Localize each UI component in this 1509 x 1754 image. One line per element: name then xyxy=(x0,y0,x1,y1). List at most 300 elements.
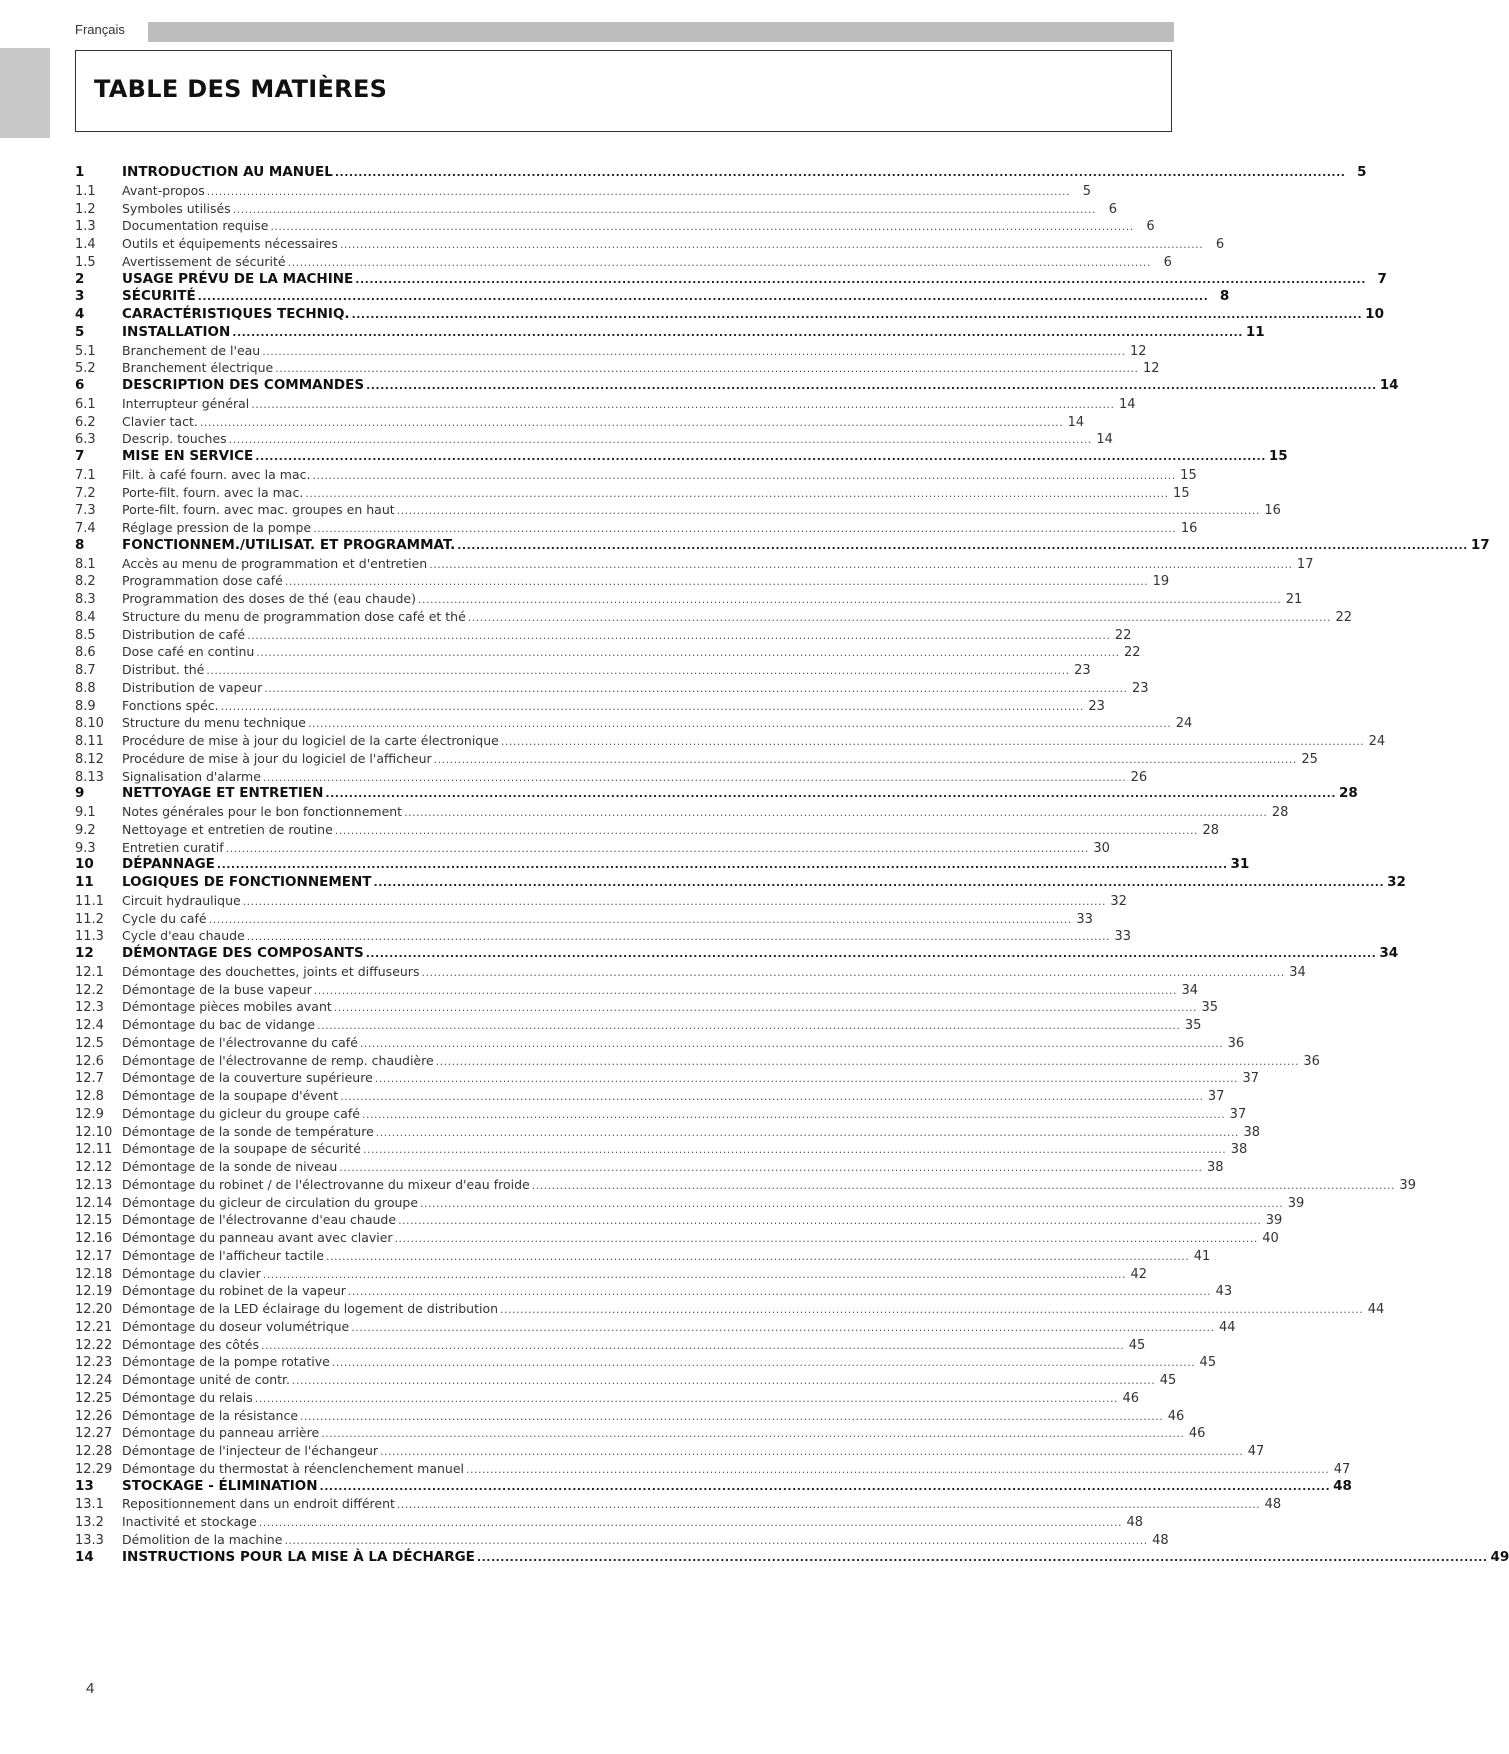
toc-leader-dots xyxy=(420,1195,1283,1213)
toc-entry-page: 34 xyxy=(1379,945,1399,961)
toc-entry-number: 12.24 xyxy=(75,1373,113,1388)
toc-entry-number: 12.23 xyxy=(75,1355,113,1371)
toc-entry-page: 49 xyxy=(1490,1548,1509,1565)
toc-entry-title: Avertissement de sécurité xyxy=(122,253,286,269)
toc-leader-dots xyxy=(363,1141,1226,1159)
toc-entry-title: LOGIQUES DE FONCTIONNEMENT xyxy=(122,874,372,890)
toc-section-entry xyxy=(75,1247,1211,1265)
toc-section-entry xyxy=(75,1229,1279,1247)
toc-section-entry xyxy=(75,555,1314,573)
toc-section-entry xyxy=(75,1531,1169,1549)
toc-entry-number: 7.4 xyxy=(75,521,96,536)
toc-entry-title: USAGE PRÉVU DE LA MACHINE xyxy=(122,270,354,287)
toc-leader-dots xyxy=(247,928,1110,946)
toc-entry-title: Nettoyage et entretien de routine xyxy=(122,821,333,837)
toc-leader-dots xyxy=(292,1372,1155,1390)
toc-section-entry xyxy=(75,803,1289,821)
toc-leader-dots xyxy=(326,1248,1189,1266)
toc-entry-title: Démontage de l'électrovanne d'eau chaude xyxy=(122,1212,397,1228)
toc-section-entry xyxy=(75,1176,1416,1194)
toc-section-entry xyxy=(75,413,1085,431)
toc-leader-dots xyxy=(226,840,1089,858)
toc-entry-title: Démontage du relais xyxy=(122,1389,253,1405)
toc-entry-page: 48 xyxy=(1264,1497,1282,1513)
toc-entry-title: STOCKAGE - ÉLIMINATION xyxy=(122,1477,318,1494)
toc-entry-page: 15 xyxy=(1268,448,1288,464)
toc-section-entry xyxy=(75,1087,1225,1105)
toc-section-entry xyxy=(75,1513,1144,1531)
toc-entry-title: Démontage de l'afficheur tactile xyxy=(122,1247,324,1263)
toc-entry-page: 44 xyxy=(1218,1319,1236,1335)
toc-entry-page: 23 xyxy=(1088,698,1105,714)
toc-entry-number: 5.2 xyxy=(75,361,96,377)
toc-section-entry xyxy=(75,1140,1248,1158)
toc-section-entry xyxy=(75,182,1092,200)
toc-section-entry xyxy=(75,963,1306,981)
toc-entry-number: 12.6 xyxy=(75,1053,104,1069)
toc-section-entry xyxy=(75,1495,1282,1513)
toc-entry-page: 14 xyxy=(1096,432,1113,448)
toc-entry-title: Documentation requise xyxy=(122,218,269,234)
toc-leader-dots xyxy=(288,254,1151,272)
toc-entry-title: INTRODUCTION AU MANUEL xyxy=(122,164,333,180)
toc-entry-title: Démontage de la résistance xyxy=(122,1407,299,1423)
toc-entry-number: 12.27 xyxy=(75,1426,113,1442)
toc-leader-dots xyxy=(421,964,1284,982)
toc-entry-number: 10 xyxy=(75,856,94,873)
toc-entry-page: 6 xyxy=(1108,201,1117,217)
toc-section-entry xyxy=(75,1158,1224,1176)
toc-entry-page: 32 xyxy=(1110,893,1127,909)
toc-entry-page: 45 xyxy=(1128,1337,1146,1353)
side-tab-marker xyxy=(0,48,50,138)
toc-entry-page: 39 xyxy=(1265,1213,1283,1229)
toc-leader-dots xyxy=(308,715,1171,733)
toc-entry-title: Structure du menu technique xyxy=(122,715,306,731)
toc-entry-title: Avant-propos xyxy=(122,182,205,198)
toc-entry-number: 2 xyxy=(75,270,85,287)
header-bar xyxy=(148,22,1174,42)
toc-entry-number: 12.2 xyxy=(75,982,104,998)
toc-entry-title: Porte-filt. fourn. avec mac. groupes en haut xyxy=(122,502,395,518)
toc-entry-title: Démontage du bac de vidange xyxy=(122,1017,316,1032)
toc-entry-title: Procédure de mise à jour du logiciel de la carte électronique xyxy=(122,733,499,748)
toc-leader-dots xyxy=(355,271,1366,289)
toc-leader-dots xyxy=(305,485,1168,503)
toc-entry-page: 46 xyxy=(1188,1426,1206,1442)
toc-entry-title: DÉMONTAGE DES COMPOSANTS xyxy=(122,945,364,961)
toc-section-entry xyxy=(75,1407,1185,1425)
toc-entry-page: 6 xyxy=(1146,219,1155,235)
toc-section-entry xyxy=(75,1318,1236,1336)
toc-entry-page: 26 xyxy=(1130,769,1148,785)
toc-section-entry xyxy=(75,626,1132,644)
toc-entry-page: 35 xyxy=(1201,1000,1219,1016)
toc-leader-dots xyxy=(243,893,1106,911)
toc-entry-title: Procédure de mise à jour du logiciel de l'afficheur xyxy=(122,750,432,766)
toc-entry-page: 12 xyxy=(1142,361,1160,377)
toc-chapter-entry xyxy=(75,306,1384,324)
toc-entry-page: 19 xyxy=(1152,574,1170,590)
toc-leader-dots xyxy=(397,502,1260,520)
toc-entry-title: Fonctions spéc. xyxy=(122,697,219,713)
toc-entry-number: 12.22 xyxy=(75,1337,113,1353)
toc-entry-title: Démontage de l'électrovanne de remp. chaudière xyxy=(122,1052,434,1068)
toc-entry-title: Filt. à café fourn. avec la mac. xyxy=(122,466,311,482)
toc-entry-title: Cycle d'eau chaude xyxy=(122,928,245,944)
toc-entry-number: 8.7 xyxy=(75,663,96,678)
toc-entry-number: 8 xyxy=(75,536,85,553)
toc-section-entry xyxy=(75,359,1160,377)
toc-leader-dots xyxy=(398,1212,1261,1230)
toc-chapter-entry xyxy=(75,323,1265,342)
toc-entry-title: Démontage de la buse vapeur xyxy=(122,981,312,997)
toc-entry-page: 28 xyxy=(1339,785,1358,802)
toc-entry-number: 1.4 xyxy=(75,237,96,252)
toc-entry-title: CARACTÉRISTIQUES TECHNIQ. xyxy=(122,306,350,322)
toc-section-entry xyxy=(75,1034,1245,1052)
toc-leader-dots xyxy=(380,1443,1243,1461)
toc-entry-page: 25 xyxy=(1301,751,1318,767)
toc-entry-number: 12.15 xyxy=(75,1213,113,1229)
toc-entry-page: 37 xyxy=(1229,1106,1247,1122)
toc-entry-number: 12.9 xyxy=(75,1106,104,1122)
toc-entry-number: 8.12 xyxy=(75,751,104,767)
language-label: Français xyxy=(75,22,125,37)
toc-entry-title: Démontage du panneau avant avec clavier xyxy=(122,1230,393,1245)
toc-section-entry xyxy=(75,1282,1233,1300)
toc-leader-dots xyxy=(285,573,1148,591)
toc-leader-dots xyxy=(429,556,1292,574)
toc-section-entry xyxy=(75,1211,1283,1229)
toc-section-entry xyxy=(75,732,1386,750)
toc-chapter-entry xyxy=(75,377,1399,395)
toc-entry-page: 16 xyxy=(1180,521,1198,536)
toc-leader-dots xyxy=(300,1408,1163,1426)
toc-entry-page: 7 xyxy=(1377,270,1387,287)
toc-entry-number: 12.14 xyxy=(75,1195,113,1211)
toc-leader-dots xyxy=(217,856,1228,874)
page-number: 4 xyxy=(86,1680,95,1697)
toc-leader-dots xyxy=(313,520,1176,538)
toc-section-entry xyxy=(75,768,1148,786)
toc-chapter-entry xyxy=(75,785,1358,803)
toc-section-entry xyxy=(75,643,1141,661)
toc-entry-number: 4 xyxy=(75,306,85,322)
toc-section-entry xyxy=(75,519,1198,537)
toc-leader-dots xyxy=(255,1390,1118,1408)
toc-section-entry xyxy=(75,608,1353,626)
toc-leader-dots xyxy=(434,751,1297,769)
toc-entry-title: Distribution de café xyxy=(122,626,246,642)
toc-section-entry xyxy=(75,661,1091,679)
toc-leader-dots xyxy=(466,1461,1329,1479)
toc-chapter-entry xyxy=(75,1477,1352,1496)
toc-entry-page: 16 xyxy=(1264,503,1281,519)
toc-entry-page: 33 xyxy=(1114,929,1132,945)
toc-entry-page: 28 xyxy=(1202,822,1220,838)
toc-entry-page: 45 xyxy=(1159,1373,1177,1388)
toc-entry-page: 15 xyxy=(1173,485,1190,501)
toc-entry-title: Outils et équipements nécessaires xyxy=(122,236,338,251)
toc-chapter-entry xyxy=(75,856,1250,874)
toc-leader-dots xyxy=(376,1124,1239,1142)
toc-entry-number: 12.25 xyxy=(75,1390,113,1406)
toc-entry-number: 11.2 xyxy=(75,911,104,927)
toc-entry-number: 11.1 xyxy=(75,893,104,909)
toc-entry-number: 12.18 xyxy=(75,1266,113,1282)
toc-section-entry xyxy=(75,892,1127,910)
toc-leader-dots xyxy=(335,822,1198,840)
toc-entry-number: 12.11 xyxy=(75,1142,113,1158)
toc-leader-dots xyxy=(335,164,1346,182)
toc-entry-number: 12.16 xyxy=(75,1231,113,1246)
toc-entry-title: Programmation dose café xyxy=(122,573,283,589)
toc-entry-title: Démontage pièces mobiles avant xyxy=(122,999,332,1015)
toc-entry-number: 12.20 xyxy=(75,1302,113,1317)
toc-entry-title: Notes générales pour le bon fonctionnement xyxy=(122,804,403,819)
toc-entry-number: 12.4 xyxy=(75,1018,104,1033)
toc-entry-number: 12.21 xyxy=(75,1319,113,1335)
toc-leader-dots xyxy=(362,1106,1225,1124)
toc-entry-title: Structure du menu de programmation dose café et thé xyxy=(122,608,466,624)
toc-entry-title: Interrupteur général xyxy=(122,395,250,411)
toc-entry-title: Démontage de la soupape de sécurité xyxy=(122,1141,362,1157)
toc-leader-dots xyxy=(209,911,1072,929)
toc-entry-title: Descrip. touches xyxy=(122,431,227,447)
toc-entry-number: 5.1 xyxy=(75,343,96,359)
toc-entry-number: 12.13 xyxy=(75,1177,113,1193)
toc-entry-number: 1 xyxy=(75,164,85,180)
toc-section-entry xyxy=(75,1052,1320,1070)
toc-entry-number: 1.1 xyxy=(75,183,96,199)
toc-entry-title: DESCRIPTION DES COMMANDES xyxy=(122,377,365,393)
toc-leader-dots xyxy=(207,183,1070,201)
toc-entry-page: 36 xyxy=(1303,1053,1320,1069)
toc-section-entry xyxy=(75,1424,1206,1442)
toc-leader-dots xyxy=(418,591,1281,609)
toc-leader-dots xyxy=(263,1266,1126,1284)
toc-entry-page: 15 xyxy=(1180,467,1197,483)
toc-entry-number: 8.8 xyxy=(75,680,96,696)
toc-entry-page: 38 xyxy=(1230,1142,1248,1158)
toc-leader-dots xyxy=(261,1337,1124,1355)
toc-entry-number: 12.28 xyxy=(75,1444,113,1459)
toc-entry-number: 12.12 xyxy=(75,1160,113,1175)
toc-chapter-entry xyxy=(75,164,1367,182)
toc-entry-title: Démontage de la sonde de température xyxy=(122,1123,374,1139)
table-of-contents xyxy=(75,164,1509,1566)
toc-entry-page: 32 xyxy=(1387,874,1406,890)
toc-entry-number: 6 xyxy=(75,377,85,393)
toc-entry-page: 17 xyxy=(1296,556,1314,572)
toc-entry-number: 12.10 xyxy=(75,1124,113,1140)
toc-leader-dots xyxy=(532,1177,1395,1195)
toc-leader-dots xyxy=(284,1532,1147,1550)
toc-entry-title: Porte-filt. fourn. avec la mac. xyxy=(122,484,304,500)
toc-leader-dots xyxy=(325,785,1336,803)
toc-entry-number: 12.7 xyxy=(75,1071,104,1087)
toc-entry-number: 8.2 xyxy=(75,574,96,590)
toc-entry-number: 8.5 xyxy=(75,627,96,643)
toc-section-entry xyxy=(75,821,1220,839)
toc-entry-title: Démontage du robinet de la vapeur xyxy=(122,1283,346,1299)
toc-leader-dots xyxy=(468,609,1331,627)
toc-entry-page: 45 xyxy=(1199,1355,1217,1371)
toc-leader-dots xyxy=(360,1035,1223,1053)
toc-leader-dots xyxy=(233,201,1096,219)
toc-leader-dots xyxy=(229,431,1092,449)
toc-entry-page: 46 xyxy=(1122,1390,1139,1406)
toc-section-entry xyxy=(75,342,1147,360)
toc-leader-dots xyxy=(457,537,1468,555)
toc-section-entry xyxy=(75,1300,1385,1318)
toc-entry-page: 38 xyxy=(1243,1124,1261,1140)
toc-section-entry xyxy=(75,1265,1148,1283)
page-title: TABLE DES MATIÈRES xyxy=(94,75,388,103)
toc-entry-page: 6 xyxy=(1215,237,1225,252)
toc-entry-number: 13.2 xyxy=(75,1515,104,1530)
toc-entry-page: 48 xyxy=(1333,1477,1352,1494)
toc-entry-page: 6 xyxy=(1163,254,1172,270)
toc-section-entry xyxy=(75,501,1281,519)
toc-entry-title: Démontage du robinet / de l'électrovanne du mixeur d'eau froide xyxy=(122,1176,530,1192)
toc-entry-title: DÉPANNAGE xyxy=(122,856,215,873)
toc-entry-page: 23 xyxy=(1131,680,1149,696)
toc-entry-number: 11.3 xyxy=(75,929,104,945)
toc-entry-number: 12.3 xyxy=(75,1000,104,1016)
toc-entry-title: Programmation des doses de thé (eau chaude) xyxy=(122,591,416,606)
toc-entry-page: 5 xyxy=(1082,183,1092,199)
toc-entry-page: 21 xyxy=(1285,592,1303,607)
toc-section-entry xyxy=(75,1123,1261,1141)
toc-section-entry xyxy=(75,927,1132,945)
toc-entry-number: 12.1 xyxy=(75,964,104,980)
toc-leader-dots xyxy=(206,662,1069,680)
toc-entry-number: 9.1 xyxy=(75,805,96,820)
toc-leader-dots xyxy=(198,288,1209,306)
toc-entry-number: 8.3 xyxy=(75,592,96,607)
toc-section-entry xyxy=(75,253,1172,271)
toc-section-entry xyxy=(75,910,1093,928)
toc-leader-dots xyxy=(395,1230,1258,1248)
toc-entry-number: 1.5 xyxy=(75,254,96,270)
toc-section-entry xyxy=(75,1194,1305,1212)
toc-leader-dots xyxy=(477,1549,1488,1567)
toc-section-entry xyxy=(75,235,1225,253)
toc-entry-title: Circuit hydraulique xyxy=(122,892,241,908)
toc-entry-title: NETTOYAGE ET ENTRETIEN xyxy=(122,785,324,802)
toc-entry-number: 6.3 xyxy=(75,432,96,448)
toc-entry-page: 14 xyxy=(1118,396,1136,412)
toc-entry-title: Cycle du café xyxy=(122,910,207,926)
toc-chapter-entry xyxy=(75,874,1406,892)
toc-leader-dots xyxy=(262,343,1125,361)
toc-entry-number: 12 xyxy=(75,945,94,961)
title-box xyxy=(75,50,1172,132)
toc-leader-dots xyxy=(263,769,1126,787)
toc-entry-number: 1.2 xyxy=(75,201,96,217)
toc-leader-dots xyxy=(339,1159,1202,1177)
toc-entry-title: Démontage de l'injecteur de l'échangeur xyxy=(122,1443,379,1458)
toc-entry-title: Branchement électrique xyxy=(122,360,274,376)
toc-section-entry xyxy=(75,998,1219,1016)
toc-entry-title: Signalisation d'alarme xyxy=(122,768,261,784)
toc-chapter-entry xyxy=(75,448,1288,466)
toc-section-entry xyxy=(75,1442,1265,1460)
toc-entry-title: Symboles utilisés xyxy=(122,200,231,216)
toc-entry-page: 42 xyxy=(1130,1266,1148,1282)
toc-entry-page: 38 xyxy=(1207,1160,1224,1175)
toc-entry-title: Clavier tact. xyxy=(122,413,198,429)
toc-entry-title: Démontage des douchettes, joints et diffuseurs xyxy=(122,963,420,979)
toc-leader-dots xyxy=(247,627,1110,645)
toc-entry-title: Démontage de la sonde de niveau xyxy=(122,1159,338,1174)
toc-entry-page: 24 xyxy=(1368,734,1386,749)
toc-entry-number: 8.10 xyxy=(75,716,104,732)
toc-entry-number: 12.17 xyxy=(75,1248,113,1264)
toc-leader-dots xyxy=(251,396,1114,414)
toc-entry-title: Démontage du thermostat à réenclenchement manuel xyxy=(122,1460,465,1476)
toc-entry-page: 48 xyxy=(1152,1532,1169,1548)
toc-entry-number: 12.19 xyxy=(75,1284,113,1300)
toc-leader-dots xyxy=(314,982,1177,1000)
toc-entry-title: Dose café en continu xyxy=(122,644,255,660)
toc-leader-dots xyxy=(256,644,1119,662)
toc-entry-title: Inactivité et stockage xyxy=(122,1514,257,1529)
toc-entry-title: Démontage du gicleur de circulation du groupe xyxy=(122,1194,419,1210)
toc-leader-dots xyxy=(312,467,1175,485)
toc-entry-title: Démontage de l'électrovanne du café xyxy=(122,1034,358,1050)
toc-entry-page: 34 xyxy=(1289,964,1306,980)
toc-section-entry xyxy=(75,1353,1217,1371)
toc-leader-dots xyxy=(270,218,1133,236)
toc-leader-dots xyxy=(321,1425,1184,1443)
toc-leader-dots xyxy=(259,1514,1122,1532)
toc-section-entry xyxy=(75,572,1170,590)
toc-section-entry xyxy=(75,484,1190,502)
toc-leader-dots xyxy=(200,414,1063,432)
toc-section-entry xyxy=(75,466,1197,484)
toc-leader-dots xyxy=(397,1496,1260,1514)
toc-entry-number: 3 xyxy=(75,288,85,305)
toc-section-entry xyxy=(75,697,1105,715)
toc-entry-number: 11 xyxy=(75,874,94,890)
toc-entry-title: INSTALLATION xyxy=(122,323,231,340)
toc-chapter-entry xyxy=(75,1548,1509,1567)
toc-entry-number: 12.29 xyxy=(75,1461,113,1477)
toc-entry-page: 40 xyxy=(1262,1231,1279,1246)
toc-section-entry xyxy=(75,1336,1146,1354)
toc-entry-page: 10 xyxy=(1365,306,1384,322)
toc-entry-title: Démontage unité de contr. xyxy=(122,1372,291,1387)
toc-section-entry xyxy=(75,1069,1260,1087)
toc-entry-page: 31 xyxy=(1230,856,1250,873)
toc-entry-number: 5 xyxy=(75,323,85,340)
toc-leader-dots xyxy=(340,236,1203,254)
toc-entry-title: Démontage du panneau arrière xyxy=(122,1425,320,1441)
toc-section-entry xyxy=(75,430,1113,448)
toc-leader-dots xyxy=(351,1319,1214,1337)
toc-entry-title: Démontage de la LED éclairage du logement de distribution xyxy=(122,1301,499,1316)
toc-section-entry xyxy=(75,1105,1247,1123)
toc-entry-title: MISE EN SERVICE xyxy=(122,448,254,464)
toc-entry-title: Accès au menu de programmation et d'entretien xyxy=(122,555,428,571)
toc-entry-title: Distribut. thé xyxy=(122,662,205,677)
toc-chapter-entry xyxy=(75,536,1490,555)
toc-entry-page: 14 xyxy=(1379,377,1399,393)
toc-chapter-entry xyxy=(75,288,1230,306)
